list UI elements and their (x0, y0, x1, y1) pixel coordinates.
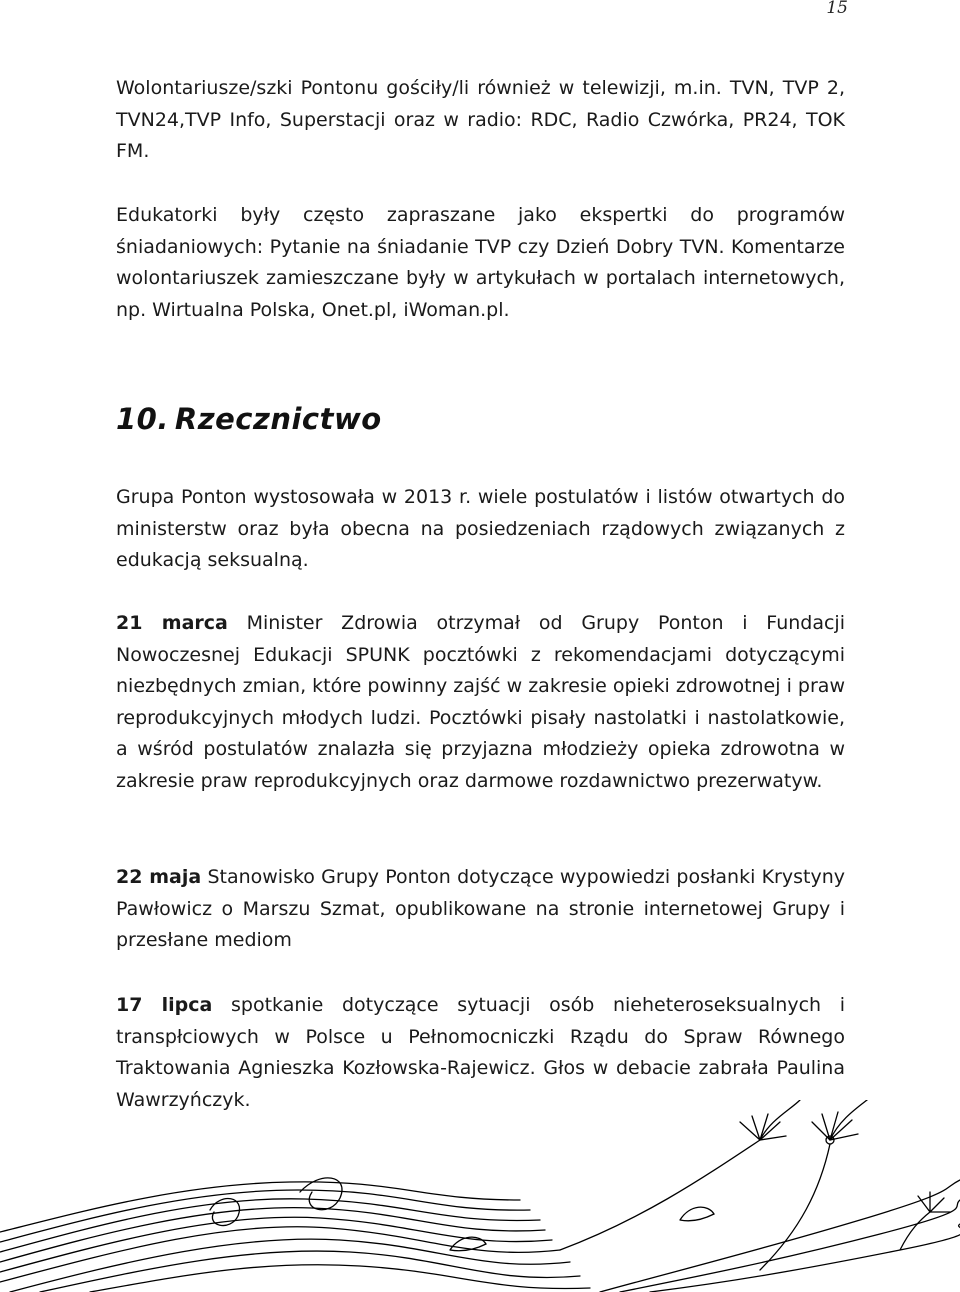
paragraph-expert-invitations: Edukatorki były często zapraszane jako ekspertki do programów śniadaniowych: Pytanie na śniadanie TVP czy Dzień Dobry TVN. Komentarze wolontariuszek zamieszczane były w artykułach w portalach internetowych, np. Wirtualna Polska, Onet.pl, iWoman.pl. (116, 204, 845, 321)
paragraph-advocacy-intro: Grupa Ponton wystosowała w 2013 r. wiele postulatów i listów otwartych do ministerstw oraz była obecna na posiedzeniach rządowych związanych z edukacją seksualną. (116, 486, 845, 571)
event-date: 21 marca (116, 612, 228, 634)
section-title: Rzecznictwo (174, 402, 382, 436)
event-text: spotkanie dotyczące sytuacji osób nieheteroseksualnych i transpłciowych w Polsce u Pełnomocniczki Rządu do Spraw Równego Traktowania Agnieszka Kozłowska-Rajewicz. Głos w debacie zabrała Paulina Wawrzyńczyk. (116, 994, 845, 1111)
event-paragraph (116, 608, 845, 797)
section-number: 10. (116, 402, 169, 436)
paragraph-media-appearances: Wolontariusze/szki Pontonu gościły/li również w telewizji, m.in. TVN, TVP 2, TVN24,TVP Info, Superstacji oraz w radio: RDC, Radio Czwórka, PR24, TOK FM. (116, 77, 845, 162)
event-date: 22 maja (116, 866, 202, 888)
event-paragraph (116, 990, 845, 1116)
event-date: 17 lipca (116, 994, 213, 1016)
event-text: Minister Zdrowia otrzymał od Grupy Ponton i Fundacji Nowoczesnej Edukacji SPUNK pocztówki z rekomendacjami dotyczącymi niezbędnych zmian, które powinny zajść w zakresie opieki zdrowotnej i praw reprodukcyjnych młodych ludzi. Pocztówki pisały nastolatki i nastolatkowie, a wśród postulatów znalazła się przyjazna młodzieży opieka zdrowotna w zakresie praw reprodukcyjnych oraz darmowe rozdawnictwo prezerwatyw. (116, 612, 845, 792)
section-heading (116, 402, 382, 436)
floral-line-illustration (0, 1100, 960, 1292)
page-number: 15 (826, 0, 848, 18)
event-paragraph (116, 862, 845, 957)
event-text: Stanowisko Grupy Ponton dotyczące wypowiedzi posłanki Krystyny Pawłowicz o Marszu Szmat, opublikowane na stronie internetowej Grupy i przesłane mediom (116, 866, 845, 951)
